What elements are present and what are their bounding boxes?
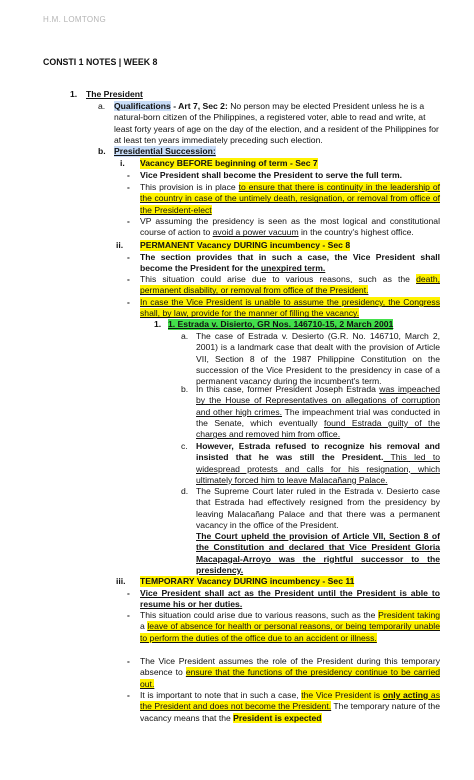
impeachment-mid: The impeachment trial was conducted in the Senate, which eventually [196, 406, 441, 428]
power-vacuum-paragraph [140, 216, 440, 239]
guilty-underline: found Estrada guilty of the charges and removed him from office. [196, 417, 440, 440]
bullet-dash: - [127, 216, 130, 226]
qualifications-article: - Art 7, Sec 2: [170, 101, 228, 111]
not-president-highlight: as the President and does not become the President. [140, 690, 440, 712]
unexpired-term-underline: unexpired term. [260, 263, 326, 274]
case-number: 1. [154, 319, 162, 329]
case-item-d: d. [181, 486, 189, 496]
vp-is-highlight: the Vice President is [301, 690, 383, 700]
bullet-dash: - [127, 297, 130, 307]
case-title: 1. Estrada v. Disierto, GR Nos. 146710-15, 2 March 2001 [168, 319, 394, 329]
bullet-dash: - [127, 252, 130, 262]
page-title: CONSTI 1 NOTES | WEEK 8 [43, 57, 158, 67]
unexpired-term-paragraph [140, 252, 440, 275]
refusal-paragraph [196, 441, 440, 486]
continuity-highlight: to ensure that there is continuity in the leadership of the country in case of the untimely death, resignation, or removal from office of the President-elect [140, 182, 440, 215]
item-letter-b: b. [98, 146, 106, 156]
refusal-bold: However, Estrada refused to recognize his removal and insisted that he was still the President. [196, 441, 440, 463]
acting-president-text: Vice President shall act as the President until the President is able to resume his or her duties. [140, 588, 440, 610]
section-heading: The President [86, 89, 143, 99]
case-item-c: c. [181, 441, 188, 451]
case-background-text: The case of Estrada v. Desierto (G.R. No. 146710, March 2, 2001) is a landmark case that dealt with the provision of Article VII, Section 8 of the 1987 Philippine Constitution on the succession of the Vice President to the presidency in case of a permanent vacancy during the incumbent's term. [196, 331, 440, 387]
bullet-dash: - [127, 690, 130, 700]
power-vacuum-tail: in the country's highest office. [298, 227, 414, 238]
roman-iii: iii. [116, 576, 126, 586]
qualifications-paragraph [114, 101, 439, 146]
section-number: 1. [70, 89, 78, 99]
permanent-reasons-highlight: death, permanent disability, or removal from office of the President. [140, 274, 440, 296]
case-item-a: a. [181, 331, 189, 341]
protests-underline: This led to widespread protests and calls for his resignation, which ultimately forced him to leave Malacañang Palace. [196, 452, 440, 485]
case-item-b: b. [181, 384, 189, 394]
qualifications-label: Qualifications [114, 101, 171, 111]
impeachment-text: In this case, former President Joseph Estrada [196, 384, 380, 394]
temporary-reasons-mid: a [140, 621, 148, 632]
ruling-text: The Supreme Court later ruled in the Estrada v. Desierto case that Estrada had effectively resigned from the presidency by leaving Malacañang Palace and that there was a permanent vacancy in the office of the President. [196, 486, 440, 530]
roman-i: i. [120, 158, 125, 168]
bullet-dash: - [127, 656, 130, 666]
power-vacuum-text: VP assuming the presidency is seen as the most logical and constitutional course of action to [140, 216, 440, 238]
president-taking-highlight: President taking [378, 610, 440, 620]
bullet-dash: - [127, 182, 130, 192]
temporary-vacancy-heading: TEMPORARY Vacancy DURING incumbency - Sec 11 [140, 576, 355, 586]
roman-ii: ii. [116, 240, 124, 250]
author-header: H.M. LOMTONG [43, 15, 107, 24]
only-acting-text: It is important to note that in such a case, [140, 690, 302, 700]
permanent-vacancy-heading: PERMANENT Vacancy DURING incumbency - Sec 8 [140, 240, 351, 250]
power-vacuum-underline: avoid a power vacuum [212, 227, 299, 238]
president-expected-highlight: President is expected [233, 712, 322, 723]
impeachment-underline: was impeached by the House of Representatives on allegations of corruption and other high crimes. [196, 384, 440, 417]
temporary-reasons-paragraph [140, 610, 440, 644]
bullet-dash: - [127, 610, 130, 620]
temporary-nature-text: The temporary nature of the vacancy means that the [140, 701, 440, 723]
unexpired-term-text: The section provides that in such a case, the Vice President shall become the President for the [140, 252, 440, 274]
continuity-paragraph [140, 182, 440, 216]
bullet-dash: - [127, 274, 130, 284]
item-letter-a: a. [98, 101, 106, 111]
functions-text: The Vice President assumes the role of the President during this temporary absence to [140, 656, 440, 678]
succession-heading: Presidential Succession: [114, 146, 216, 156]
qualifications-text: No person may be elected President unless he is a natural-born citizen of the Philippines, a registered voter, able to read and write, at least forty years of age on the day of the election, and a resident of the Philippines for at least ten years immediately preceding such election. [114, 101, 439, 145]
permanent-reasons-paragraph [140, 274, 440, 297]
vp-full-term-text: Vice President shall become the President to serve the full term. [140, 170, 403, 180]
only-acting-highlight: only acting [382, 690, 429, 700]
bullet-dash: - [127, 170, 130, 180]
impeachment-paragraph [196, 384, 440, 440]
continuity-text: This provision is in place [140, 182, 239, 192]
functions-highlight: ensure that the functions of the presidency continue to be carried out. [140, 667, 440, 689]
congress-paragraph [140, 297, 440, 320]
bullet-dash: - [127, 588, 130, 598]
only-acting-paragraph [140, 690, 440, 724]
ruling-held: The Court upheld the provision of Article VII, Section 8 of the Constitution and declared that Vice President Gloria Macapagal-Arroyo was the rightful successor to the presidency. [196, 531, 440, 575]
leave-of-absence-highlight: leave of absence for health or personal reasons, or being temporarily unable to perform the duties of the office due to an accident or illness. [140, 621, 440, 643]
congress-highlight: In case the Vice President is unable to assume the presidency, the Congress shall, by law, provide for the manner of filling the vacancy. [140, 297, 440, 319]
temporary-reasons-text: This situation could arise due to various reasons, such as the [140, 610, 379, 620]
functions-paragraph [140, 656, 440, 690]
vacancy-before-heading: Vacancy BEFORE beginning of term - Sec 7 [140, 158, 318, 168]
permanent-reasons-text: This situation could arise due to various reasons, such as the [140, 274, 417, 284]
